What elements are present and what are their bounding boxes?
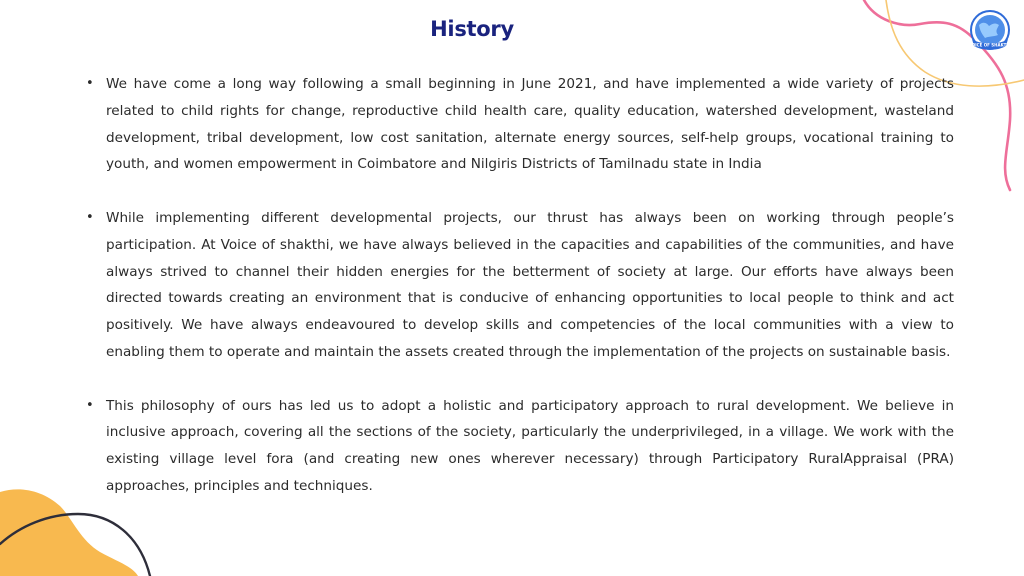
bullet-item: • We have come a long way following a small beginning in June 2021, and have implemented a wide variety of projects related to child rights for change, reproductive child health care, quality education, watershed development, wasteland development, tribal development, low cost sanitation, alternate energy sources, self-help groups, vocational training to youth, and women empowerment in Coimbatore and Nilgiris Districts of Tamilnadu state in India: [86, 71, 954, 178]
bullet-item: • This philosophy of ours has led us to adopt a holistic and participatory approach to rural development. We believe in inclusive approach, covering all the sections of the society, particularly the underprivileged, in a village. We work with the existing village level fora (and creating new ones wherever necessary) through Participatory RuralAppraisal (PRA) approaches, principles and techniques.: [86, 393, 954, 500]
page-title: History: [430, 17, 514, 41]
bullet-item: • While implementing different developmental projects, our thrust has always been on working through people’s participation. At Voice of shakthi, we have always believed in the capacities and capabilities of the communities, and have always strived to channel their hidden energies for the betterment of society at large. Our efforts have always been directed towards creating an environment that is conducive of enhancing opportunities to local people to think and act positively. We have always endeavoured to develop skills and competencies of the local communities with a view to enabling them to operate and maintain the assets created through the implementation of the projects on sustainable basis.: [86, 205, 954, 366]
bullet-list: [86, 71, 954, 527]
logo-globe-icon: [965, 7, 1015, 57]
logo-text: VOICE OF SHAKTHI: [968, 42, 1012, 48]
